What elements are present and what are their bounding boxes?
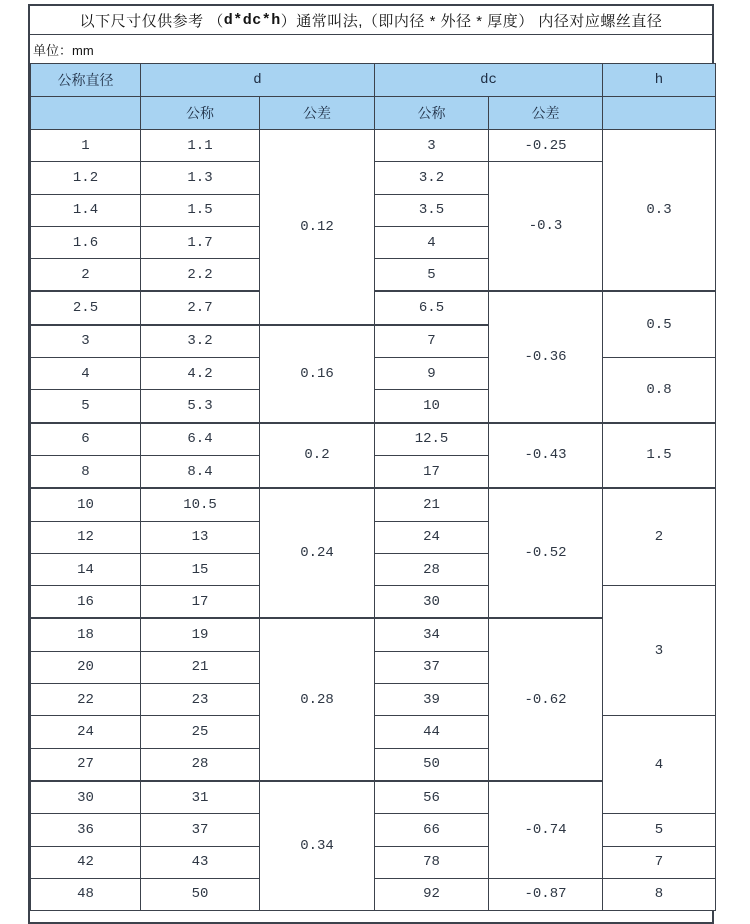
cell-dia: 30 [31,781,141,814]
header-dc-tolerance: 公差 [489,97,603,130]
cell-dc-tolerance: -0.25 [489,130,603,162]
cell-h: 8 [603,878,716,910]
cell-dc-nominal: 24 [375,521,489,553]
cell-dc-nominal: 30 [375,586,489,619]
cell-h: 1.5 [603,423,716,489]
cell-dc-nominal: 78 [375,846,489,878]
cell-dia: 48 [31,878,141,910]
cell-dia: 1.4 [31,194,141,226]
header-dc: dc [375,64,603,97]
cell-d-nominal: 1.3 [141,162,260,194]
header-d-nominal: 公称 [141,97,260,130]
cell-d-nominal: 31 [141,781,260,814]
cell-d-nominal: 6.4 [141,423,260,456]
cell-dc-nominal: 28 [375,553,489,585]
header-row-subcolumns [31,97,716,130]
cell-dia: 4 [31,358,141,390]
cell-dc-nominal: 10 [375,390,489,423]
cell-d-nominal: 4.2 [141,358,260,390]
cell-dia: 12 [31,521,141,553]
cell-dc-tolerance: -0.87 [489,878,603,910]
cell-d-nominal: 8.4 [141,455,260,488]
cell-dia: 24 [31,716,141,748]
cell-d-nominal: 2.2 [141,259,260,292]
cell-d-nominal: 23 [141,684,260,716]
cell-dc-nominal: 5 [375,259,489,292]
unit-label: 单位：mm [33,42,94,58]
title-suffix: ）通常叫法,（即内径 * 外径 * 厚度） 内径对应螺丝直径 [280,12,663,30]
cell-dc-nominal: 9 [375,358,489,390]
cell-dc-nominal: 44 [375,716,489,748]
header-dc-nominal: 公称 [375,97,489,130]
cell-dc-nominal: 3 [375,130,489,162]
cell-d-nominal: 17 [141,586,260,619]
cell-dia: 36 [31,814,141,846]
cell-d-nominal: 2.7 [141,291,260,324]
title-formula: d*dc*h [223,11,281,29]
table-row [31,130,716,162]
cell-dia: 20 [31,651,141,683]
dimension-table [30,63,716,911]
cell-dc-nominal: 34 [375,618,489,651]
cell-d-nominal: 37 [141,814,260,846]
cell-h: 3 [603,586,716,716]
header-row-groups [31,64,716,97]
cell-dia: 14 [31,553,141,585]
cell-d-nominal: 21 [141,651,260,683]
cell-dc-nominal: 92 [375,878,489,910]
cell-dc-nominal: 37 [375,651,489,683]
cell-dc-nominal: 66 [375,814,489,846]
cell-dia: 27 [31,748,141,781]
cell-d-nominal: 25 [141,716,260,748]
cell-dc-nominal: 21 [375,488,489,521]
cell-dia: 5 [31,390,141,423]
header-d-tolerance: 公差 [260,97,375,130]
table-header [31,64,716,130]
cell-dc-nominal: 12.5 [375,423,489,456]
cell-dc-nominal: 4 [375,226,489,258]
cell-dc-nominal: 39 [375,684,489,716]
cell-d-tolerance: 0.24 [260,488,375,618]
table-row [31,423,716,456]
table-row [31,488,716,521]
cell-dc-nominal: 6.5 [375,291,489,324]
cell-dc-tolerance: -0.52 [489,488,603,618]
cell-h: 5 [603,814,716,846]
cell-d-nominal: 50 [141,878,260,910]
cell-dia: 2 [31,259,141,292]
title-prefix: 以下尺寸仅供参考 （ [79,12,224,30]
cell-dc-nominal: 7 [375,325,489,358]
cell-d-nominal: 5.3 [141,390,260,423]
cell-d-nominal: 3.2 [141,325,260,358]
cell-dc-nominal: 56 [375,781,489,814]
cell-dc-nominal: 50 [375,748,489,781]
cell-dia: 10 [31,488,141,521]
header-h: h [603,64,716,97]
cell-dc-tolerance: -0.62 [489,618,603,780]
cell-d-nominal: 1.7 [141,226,260,258]
cell-d-nominal: 13 [141,521,260,553]
cell-h: 7 [603,846,716,878]
cell-dia: 8 [31,455,141,488]
cell-dia: 22 [31,684,141,716]
cell-d-nominal: 10.5 [141,488,260,521]
cell-h: 4 [603,716,716,814]
cell-dc-tolerance: -0.74 [489,781,603,878]
sheet-title [30,6,712,35]
cell-d-nominal: 19 [141,618,260,651]
header-nominal-diameter: 公称直径 [31,64,141,97]
cell-d-tolerance: 0.2 [260,423,375,489]
cell-d-nominal: 15 [141,553,260,585]
cell-d-nominal: 43 [141,846,260,878]
cell-dc-nominal: 3.5 [375,194,489,226]
cell-dc-tolerance: -0.3 [489,162,603,292]
cell-h: 2 [603,488,716,585]
cell-d-nominal: 1.5 [141,194,260,226]
cell-d-tolerance: 0.12 [260,130,375,325]
cell-dc-tolerance: -0.43 [489,423,603,489]
cell-dia: 16 [31,586,141,619]
cell-dia: 1.2 [31,162,141,194]
cell-dia: 1.6 [31,226,141,258]
cell-dia: 1 [31,130,141,162]
cell-dc-nominal: 17 [375,455,489,488]
cell-h: 0.5 [603,291,716,357]
cell-dc-tolerance: -0.36 [489,291,603,422]
cell-dia: 6 [31,423,141,456]
cell-d-tolerance: 0.34 [260,781,375,911]
cell-d-tolerance: 0.16 [260,325,375,423]
cell-dc-nominal: 3.2 [375,162,489,194]
cell-h: 0.3 [603,130,716,292]
cell-h: 0.8 [603,358,716,423]
bordered-sheet [28,4,714,924]
cell-d-nominal: 1.1 [141,130,260,162]
cell-dia: 2.5 [31,291,141,324]
header-empty-left [31,97,141,130]
cell-d-tolerance: 0.28 [260,618,375,780]
header-d: d [141,64,375,97]
cell-d-nominal: 28 [141,748,260,781]
cell-dia: 18 [31,618,141,651]
cell-dia: 3 [31,325,141,358]
cell-dia: 42 [31,846,141,878]
header-empty-right [603,97,716,130]
